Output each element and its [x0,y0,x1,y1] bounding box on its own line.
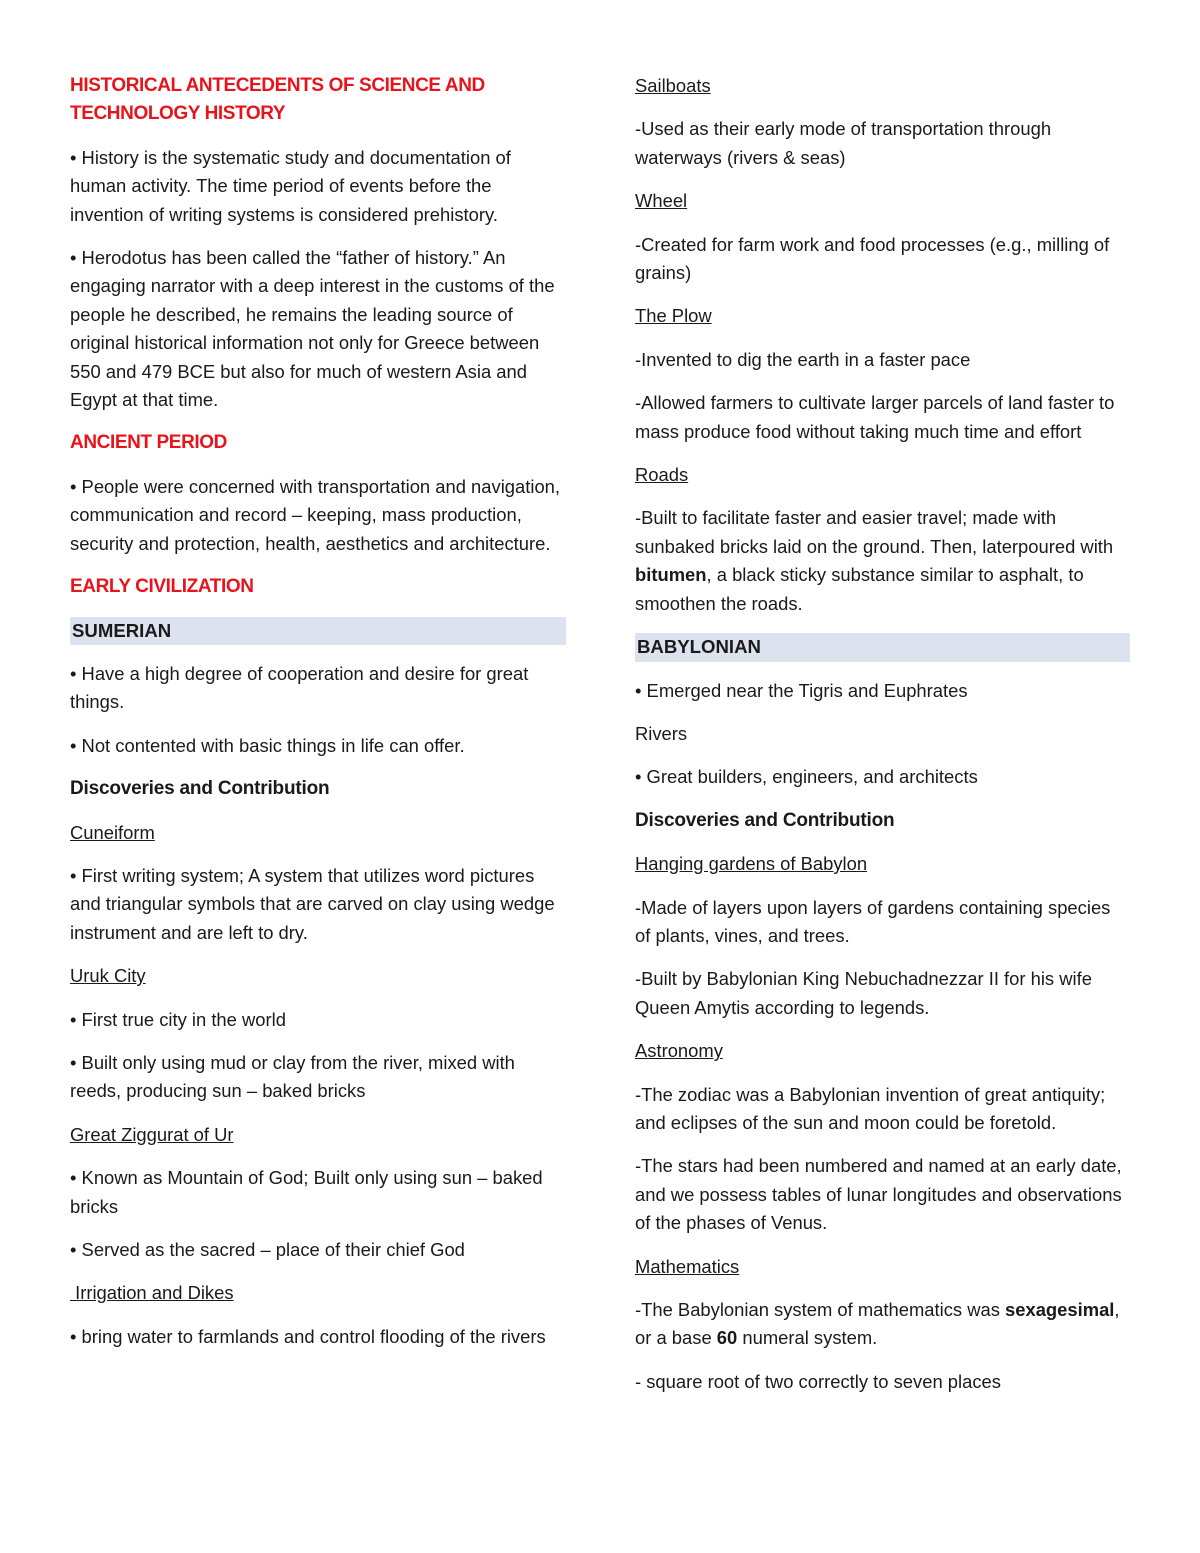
paragraph-sumerian-2: • Not contented with basic things in life can offer. [70,734,465,756]
roads-text-b: , a black sticky substance similar to asphalt, to smoothen the roads. [635,564,1084,614]
subheading-roads: Roads [635,464,689,486]
paragraph-hanging-2: -Built by Babylonian King Nebuchadnezzar II for his wife Queen Amytis according to legends. [635,968,1092,1018]
roads-text-a: -Built to facilitate faster and easier travel; made with sunbaked bricks laid on the ground. Then, laterpoured with [635,507,1114,557]
subheading-uruk-city: Uruk City [70,965,146,987]
paragraph-astronomy-1: -The zodiac was a Babylonian invention of great antiquity; and eclipses of the sun and moon could be foretold. [635,1083,1106,1133]
subheading-astronomy: Astronomy [635,1040,723,1062]
subheading-plow: The Plow [635,305,712,327]
subheading-sailboats: Sailboats [635,75,711,96]
roads-text-bitumen: bitumen [635,564,707,586]
paragraph-roads [635,504,1130,618]
math-text-60: 60 [716,1327,738,1349]
paragraph-astronomy-2: -The stars had been numbered and named at an early date, and we possess tables of lunar longitudes and observations of the phases of Venus. [635,1155,1122,1234]
paragraph-plow-2: -Allowed farmers to cultivate larger parcels of land faster to mass produce food without taking much time and effort [635,392,1115,442]
math-text-a: -The Babylonian system of mathematics was [635,1299,1006,1320]
right-column [635,72,1130,1411]
math-text-sexagesimal: sexagesimal [1005,1299,1115,1320]
paragraph-cuneiform: • First writing system; A system that utilizes word pictures and triangular symbols that are carved on clay using wedge instrument and are left to dry. [70,864,555,943]
paragraph-irrigation: • bring water to farmlands and control flooding of the rivers [70,1325,546,1347]
heading-ancient-period: ANCIENT PERIOD [70,432,227,454]
heading-discoveries-babylonian: Discoveries and Contribution [635,809,895,831]
subheading-irrigation: Irrigation and Dikes [70,1282,234,1304]
math-text-c: numeral system. [737,1327,878,1349]
heading-discoveries-sumerian: Discoveries and Contribution [70,778,330,800]
paragraph-ziggurat-1: • Known as Mountain of God; Built only using sun – baked bricks [70,1167,543,1217]
math-text-b: , or a base [635,1299,1120,1349]
paragraph-ziggurat-2: • Served as the sacred – place of their chief God [70,1239,465,1260]
left-column [70,72,566,1366]
heading-sumerian: SUMERIAN [70,617,566,645]
paragraph-babylonian-1: • Emerged near the Tigris and Euphrates [635,679,968,701]
paragraph-mathematics-2: - square root of two correctly to seven places [635,1370,1001,1392]
paragraph-uruk-1: • First true city in the world [70,1008,286,1030]
subheading-ziggurat: Great Ziggurat of Ur [70,1123,234,1145]
paragraph-sailboats: -Used as their early mode of transportation through waterways (rivers & seas) [635,118,1052,168]
subheading-cuneiform: Cuneiform [70,821,155,843]
paragraph-plow-1: -Invented to dig the earth in a faster pace [635,348,971,370]
paragraph-wheel: -Created for farm work and food processes (e.g., milling of grains) [635,233,1110,284]
paragraph-hanging-1: -Made of layers upon layers of gardens containing species of plants, vines, and trees. [635,896,1111,946]
subheading-hanging-gardens: Hanging gardens of Babylon [635,853,868,875]
paragraph-history: • History is the systematic study and documentation of human activity. The time period of events before the invention of writing systems is considered prehistory. [70,146,511,225]
heading-babylonian: BABYLONIAN [635,633,1130,661]
subheading-wheel: Wheel [635,190,688,212]
paragraph-uruk-2: • Built only using mud or clay from the river, mixed with reeds, producing sun – baked bricks [70,1051,515,1102]
paragraph-herodotus: • Herodotus has been called the “father of history.” An engaging narrator with a deep interest in the customs of the people he described, he remains the leading source of original historical information not only for Greece between 550 and 479 BCE but also for much of western Asia and Egypt at that time. [70,247,555,411]
subheading-mathematics: Mathematics [635,1255,740,1277]
document-title: HISTORICAL ANTECEDENTS OF SCIENCE AND TECHNOLOGY HISTORY [70,75,485,125]
heading-early-civilization: EARLY CIVILIZATION [70,576,254,598]
paragraph-babylonian-rivers: Rivers [635,722,688,744]
paragraph-ancient: • People were concerned with transportation and navigation, communication and record – keeping, mass production, security and protection, health, aesthetics and architecture. [70,475,561,554]
paragraph-mathematics-1 [635,1296,1130,1353]
paragraph-babylonian-2: • Great builders, engineers, and architects [635,766,978,788]
paragraph-sumerian-1: • Have a high degree of cooperation and desire for great things. [70,662,529,713]
